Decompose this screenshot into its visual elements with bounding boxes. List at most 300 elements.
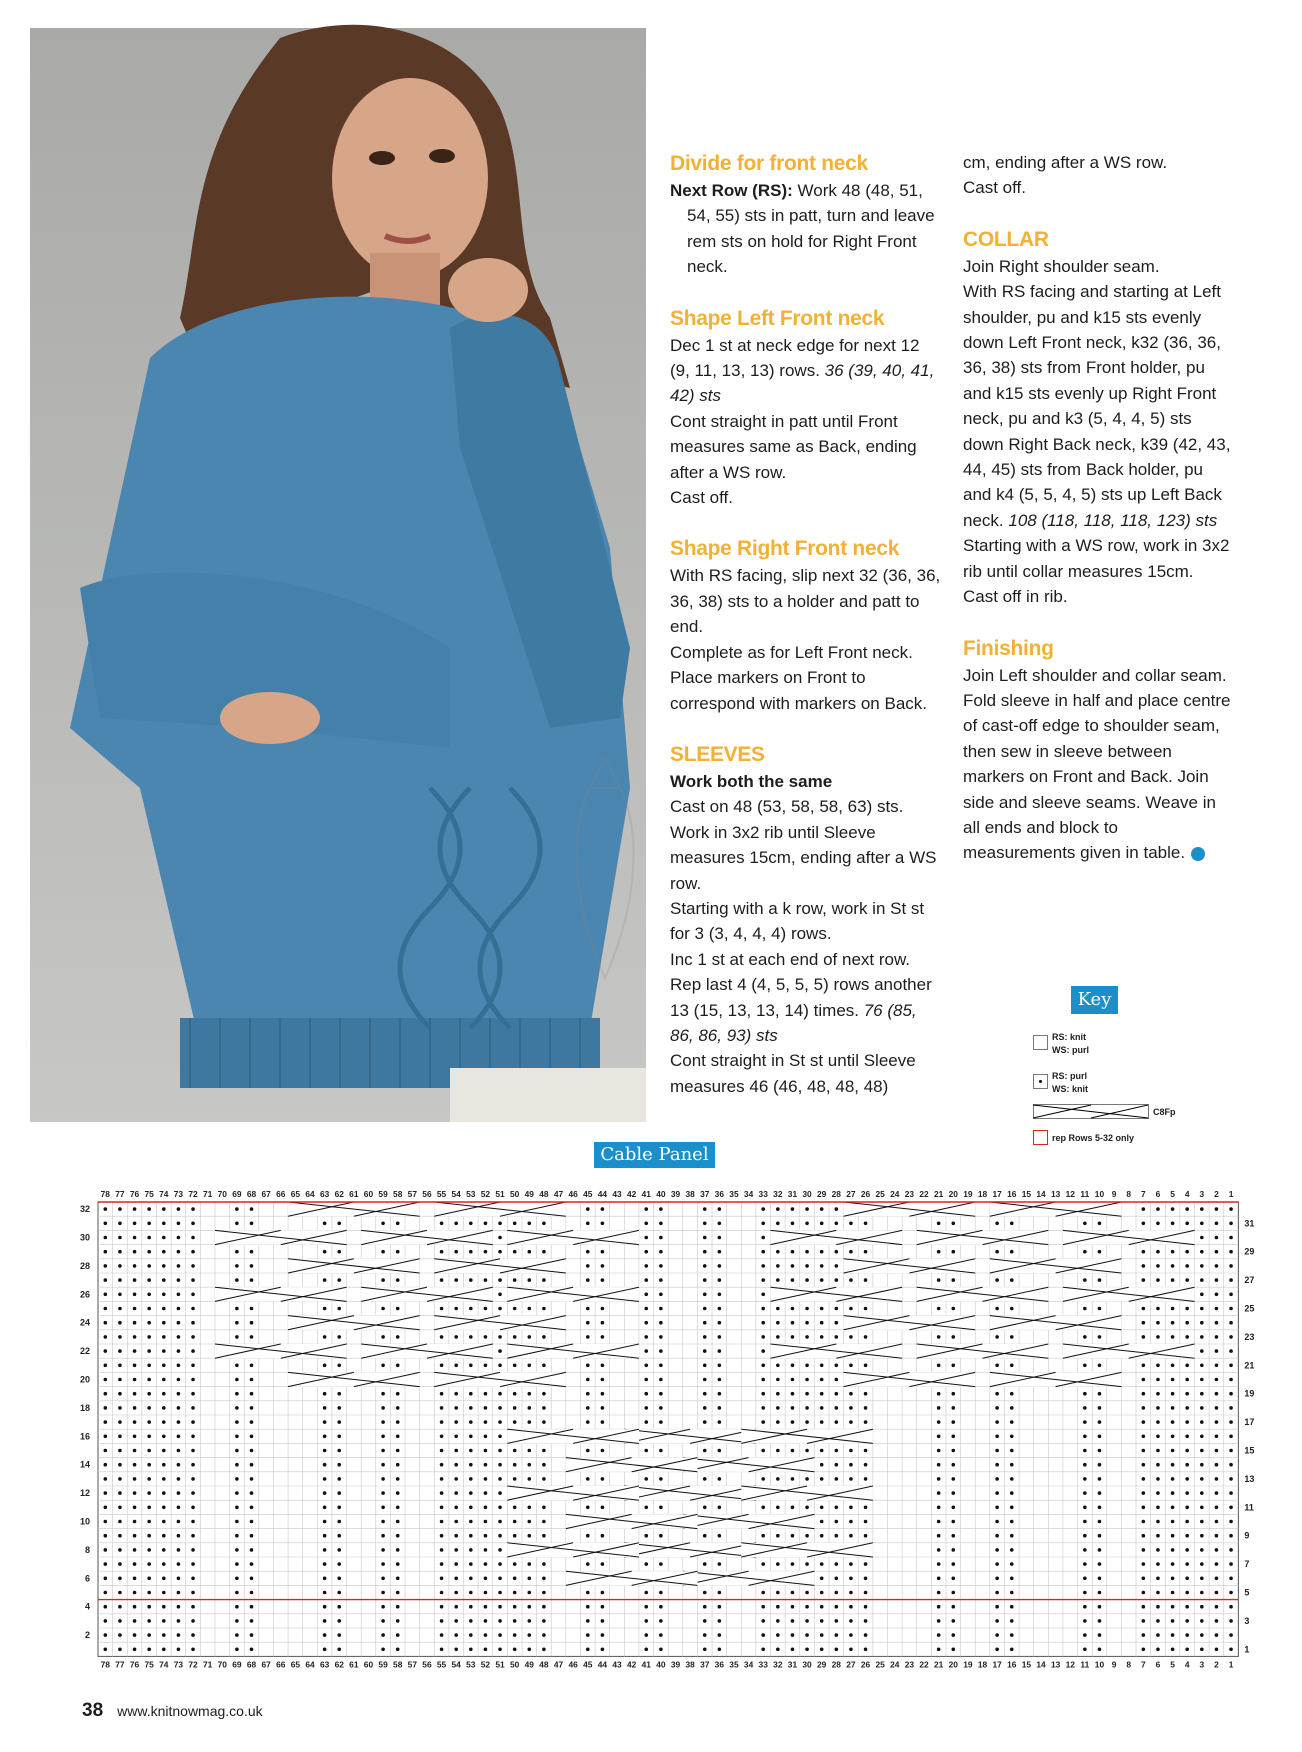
purl-dot (703, 1293, 707, 1297)
purl-dot (1215, 1335, 1219, 1339)
column-number-bottom: 26 (860, 1659, 871, 1670)
column-number-bottom: 60 (363, 1659, 374, 1670)
purl-dot (644, 1250, 648, 1254)
purl-dot (133, 1619, 137, 1623)
purl-dot (791, 1307, 795, 1311)
column-number-bottom: 9 (1111, 1659, 1117, 1670)
row-number-right: 27 (1244, 1275, 1255, 1286)
purl-dot (951, 1364, 955, 1368)
purl-dot (177, 1335, 181, 1339)
purl-dot (527, 1648, 531, 1652)
purl-dot (791, 1321, 795, 1325)
purl-dot (1171, 1463, 1175, 1467)
purl-dot (498, 1449, 502, 1453)
purl-dot (601, 1335, 605, 1339)
purl-dot (191, 1378, 195, 1382)
purl-dot (118, 1250, 122, 1254)
purl-dot (235, 1449, 239, 1453)
purl-dot (1098, 1605, 1102, 1609)
purl-dot (147, 1222, 151, 1226)
purl-dot (454, 1477, 458, 1481)
column-number-bottom: 11 (1080, 1659, 1090, 1670)
purl-dot (484, 1435, 488, 1439)
purl-dot (133, 1491, 137, 1495)
purl-dot (1215, 1619, 1219, 1623)
purl-dot (527, 1463, 531, 1467)
purl-dot (1142, 1477, 1146, 1481)
purl-dot (118, 1278, 122, 1282)
purl-dot (1229, 1335, 1233, 1339)
purl-dot (1185, 1207, 1189, 1211)
purl-dot (1215, 1293, 1219, 1297)
purl-dot (995, 1335, 999, 1339)
purl-dot (718, 1222, 722, 1226)
purl-dot (498, 1307, 502, 1311)
purl-dot (396, 1506, 400, 1510)
purl-dot (805, 1321, 809, 1325)
purl-dot (659, 1264, 663, 1268)
purl-dot (1156, 1619, 1160, 1623)
purl-dot (761, 1278, 765, 1282)
purl-dot (601, 1591, 605, 1595)
purl-dot (484, 1577, 488, 1581)
column-number-top: 19 (963, 1189, 973, 1199)
purl-dot (337, 1335, 341, 1339)
purl-dot (835, 1605, 839, 1609)
purl-dot (250, 1506, 254, 1510)
purl-dot (1229, 1534, 1233, 1538)
purl-dot (791, 1605, 795, 1609)
purl-dot (147, 1364, 151, 1368)
purl-dot (133, 1577, 137, 1581)
column-number-top: 42 (626, 1189, 637, 1199)
column-number-bottom: 61 (349, 1659, 359, 1670)
purl-dot (791, 1420, 795, 1424)
purl-dot (1142, 1222, 1146, 1226)
column-number-bottom: 36 (714, 1659, 725, 1670)
purl-dot (469, 1250, 473, 1254)
purl-dot (133, 1435, 137, 1439)
purl-dot (104, 1605, 108, 1609)
purl-dot (1171, 1477, 1175, 1481)
watermark-icon (570, 748, 640, 988)
purl-dot (323, 1577, 327, 1581)
purl-dot (235, 1264, 239, 1268)
column-number-top: 57 (407, 1189, 417, 1199)
purl-dot (1185, 1605, 1189, 1609)
purl-dot (191, 1236, 195, 1240)
purl-dot (805, 1420, 809, 1424)
purl-dot (133, 1477, 137, 1481)
purl-dot (1185, 1378, 1189, 1382)
purl-dot (864, 1506, 868, 1510)
purl-dot (1142, 1392, 1146, 1396)
row-number-right: 13 (1244, 1473, 1255, 1484)
purl-dot (864, 1420, 868, 1424)
purl-dot (937, 1477, 941, 1481)
purl-dot (147, 1293, 151, 1297)
purl-dot (1156, 1449, 1160, 1453)
purl-dot (1215, 1648, 1219, 1652)
purl-dot (951, 1449, 955, 1453)
column-number-top: 44 (597, 1189, 608, 1199)
purl-dot (513, 1562, 517, 1566)
purl-dot (1083, 1222, 1087, 1226)
purl-dot (1083, 1449, 1087, 1453)
column-number-bottom: 38 (685, 1659, 695, 1670)
purl-dot (1156, 1591, 1160, 1595)
purl-dot (104, 1648, 108, 1652)
column-number-top: 51 (495, 1189, 505, 1199)
purl-dot (1215, 1222, 1219, 1226)
purl-dot (323, 1477, 327, 1481)
column-number-bottom: 76 (129, 1659, 140, 1670)
purl-dot (703, 1406, 707, 1410)
purl-dot (820, 1520, 824, 1524)
purl-dot (1156, 1378, 1160, 1382)
purl-dot (469, 1463, 473, 1467)
purl-dot (1083, 1463, 1087, 1467)
purl-dot (761, 1236, 765, 1240)
purl-dot (381, 1392, 385, 1396)
purl-dot (396, 1463, 400, 1467)
purl-dot (937, 1435, 941, 1439)
purl-dot (235, 1207, 239, 1211)
column-number-top: 20 (948, 1189, 958, 1199)
collar-st-count: 108 (118, 118, 118, 123) sts (1008, 510, 1218, 530)
purl-dot (1083, 1491, 1087, 1495)
purl-dot (133, 1648, 137, 1652)
purl-dot (191, 1435, 195, 1439)
purl-dot (323, 1520, 327, 1524)
column-number-bottom: 31 (787, 1659, 798, 1670)
purl-dot (396, 1307, 400, 1311)
purl-dot (147, 1435, 151, 1439)
purl-dot (250, 1477, 254, 1481)
sleeves-st-count: 76 (85, 86, 86, 93) sts (670, 1000, 917, 1045)
sleeves-p4: Cont straight in St st until Sleeve measures 46 (46, 48, 48, 48) (670, 1051, 916, 1096)
purl-dot (644, 1264, 648, 1268)
purl-dot (1142, 1406, 1146, 1410)
purl-dot (337, 1278, 341, 1282)
purl-dot (250, 1548, 254, 1552)
purl-dot (469, 1619, 473, 1623)
purl-dot (703, 1222, 707, 1226)
purl-dot (323, 1534, 327, 1538)
purl-dot (542, 1619, 546, 1623)
purl-dot (1185, 1506, 1189, 1510)
purl-dot (454, 1506, 458, 1510)
purl-dot (805, 1605, 809, 1609)
purl-dot (1010, 1250, 1014, 1254)
purl-dot (601, 1633, 605, 1637)
purl-dot (761, 1477, 765, 1481)
purl-dot (1010, 1278, 1014, 1282)
purl-dot (177, 1293, 181, 1297)
collar-p3: Starting with a WS row, work in 3x2 rib until collar measures 15cm. (963, 536, 1230, 581)
purl-dot (1215, 1420, 1219, 1424)
purl-dot (718, 1264, 722, 1268)
purl-dot (1200, 1349, 1204, 1353)
purl-dot (864, 1449, 868, 1453)
purl-dot (951, 1577, 955, 1581)
page-footer (82, 1700, 263, 1722)
purl-dot (440, 1648, 444, 1652)
purl-dot (323, 1619, 327, 1623)
purl-dot (644, 1335, 648, 1339)
purl-dot (1083, 1548, 1087, 1552)
purl-dot (498, 1335, 502, 1339)
purl-dot (177, 1278, 181, 1282)
purl-dot (1185, 1364, 1189, 1368)
purl-dot (118, 1364, 122, 1368)
purl-dot (235, 1222, 239, 1226)
purl-dot (1229, 1278, 1233, 1282)
purl-dot (1200, 1207, 1204, 1211)
column-number-top: 16 (1007, 1189, 1017, 1199)
purl-dot (162, 1633, 166, 1637)
purl-dot (937, 1278, 941, 1282)
purl-dot (250, 1207, 254, 1211)
purl-dot (805, 1364, 809, 1368)
purl-dot (250, 1222, 254, 1226)
purl-dot (454, 1577, 458, 1581)
purl-dot (147, 1562, 151, 1566)
purl-dot (835, 1577, 839, 1581)
purl-dot (133, 1520, 137, 1524)
purl-dot (644, 1633, 648, 1637)
purl-dot (104, 1392, 108, 1396)
purl-dot (337, 1449, 341, 1453)
purl-dot (513, 1633, 517, 1637)
purl-dot (835, 1477, 839, 1481)
purl-dot (805, 1534, 809, 1538)
purl-dot (951, 1420, 955, 1424)
purl-dot (118, 1236, 122, 1240)
purl-dot (1010, 1420, 1014, 1424)
purl-dot (1098, 1335, 1102, 1339)
purl-dot (937, 1520, 941, 1524)
purl-dot (118, 1520, 122, 1524)
key-cable-label: C8Fp (1153, 1107, 1176, 1117)
purl-dot (1142, 1207, 1146, 1211)
purl-dot (1215, 1307, 1219, 1311)
purl-dot (440, 1577, 444, 1581)
row-number-right: 7 (1244, 1559, 1250, 1570)
purl-dot (937, 1307, 941, 1311)
purl-dot (659, 1605, 663, 1609)
purl-dot (1171, 1335, 1175, 1339)
purl-dot (323, 1307, 327, 1311)
purl-dot (864, 1307, 868, 1311)
purl-dot (644, 1605, 648, 1609)
purl-dot (1142, 1591, 1146, 1595)
purl-dot (250, 1378, 254, 1382)
purl-dot (864, 1633, 868, 1637)
purl-dot (586, 1648, 590, 1652)
purl-dot (1229, 1250, 1233, 1254)
purl-dot (527, 1562, 531, 1566)
purl-dot (820, 1278, 824, 1282)
purl-dot (396, 1364, 400, 1368)
purl-dot (1156, 1278, 1160, 1282)
purl-dot (644, 1293, 648, 1297)
column-number-bottom: 34 (743, 1659, 754, 1670)
purl-dot (835, 1648, 839, 1652)
purl-dot (791, 1335, 795, 1339)
purl-dot (469, 1335, 473, 1339)
row-number-right: 15 (1244, 1445, 1255, 1456)
purl-dot (1142, 1435, 1146, 1439)
purl-dot (191, 1364, 195, 1368)
purl-dot (1171, 1435, 1175, 1439)
purl-dot (718, 1349, 722, 1353)
purl-dot (1156, 1577, 1160, 1581)
row-number-left: 18 (79, 1402, 90, 1413)
purl-dot (191, 1321, 195, 1325)
purl-dot (820, 1534, 824, 1538)
purl-dot (177, 1577, 181, 1581)
column-number-bottom: 39 (670, 1659, 681, 1670)
purl-dot (381, 1463, 385, 1467)
purl-dot (469, 1435, 473, 1439)
purl-dot (659, 1562, 663, 1566)
purl-dot (118, 1392, 122, 1396)
purl-dot (469, 1392, 473, 1396)
column-number-bottom: 42 (626, 1659, 637, 1670)
purl-dot (1200, 1506, 1204, 1510)
purl-dot (937, 1491, 941, 1495)
purl-dot (498, 1463, 502, 1467)
purl-dot (147, 1321, 151, 1325)
column-number-top: 33 (758, 1189, 768, 1199)
column-number-bottom: 7 (1140, 1659, 1146, 1670)
purl-dot (323, 1633, 327, 1637)
purl-dot (1142, 1321, 1146, 1325)
purl-dot (133, 1534, 137, 1538)
column-number-bottom: 65 (290, 1659, 301, 1670)
purl-dot (147, 1520, 151, 1524)
purl-dot (849, 1648, 853, 1652)
purl-dot (133, 1222, 137, 1226)
purl-dot (484, 1648, 488, 1652)
purl-dot (162, 1250, 166, 1254)
purl-dot (703, 1321, 707, 1325)
purl-dot (805, 1378, 809, 1382)
purl-dot (1200, 1491, 1204, 1495)
column-number-top: 75 (144, 1189, 154, 1199)
purl-dot (703, 1335, 707, 1339)
column-number-bottom: 8 (1126, 1659, 1132, 1670)
purl-dot (191, 1477, 195, 1481)
purl-dot (454, 1449, 458, 1453)
purl-dot (513, 1222, 517, 1226)
purl-dot (498, 1562, 502, 1566)
purl-dot (644, 1222, 648, 1226)
purl-dot (820, 1335, 824, 1339)
purl-dot (1185, 1449, 1189, 1453)
purl-dot (776, 1506, 780, 1510)
purl-dot (1142, 1562, 1146, 1566)
purl-dot (849, 1605, 853, 1609)
purl-dot (1229, 1264, 1233, 1268)
column-number-top: 8 (1126, 1189, 1132, 1199)
purl-dot (118, 1420, 122, 1424)
purl-dot (1098, 1392, 1102, 1396)
purl-dot (1229, 1520, 1233, 1524)
column-number-bottom: 4 (1184, 1659, 1190, 1670)
row-number-left: 12 (79, 1488, 90, 1499)
purl-dot (849, 1463, 853, 1467)
row-number-left: 24 (79, 1317, 90, 1328)
purl-dot (1083, 1577, 1087, 1581)
purl-dot (440, 1534, 444, 1538)
column-number-bottom: 54 (451, 1659, 461, 1670)
purl-dot (337, 1392, 341, 1396)
purl-dot (162, 1591, 166, 1595)
purl-dot (396, 1648, 400, 1652)
purl-dot (250, 1435, 254, 1439)
purl-dot (323, 1491, 327, 1495)
purl-dot (1185, 1278, 1189, 1282)
purl-dot (147, 1619, 151, 1623)
purl-dot (484, 1392, 488, 1396)
purl-dot (1171, 1619, 1175, 1623)
purl-dot (805, 1562, 809, 1566)
purl-dot (776, 1648, 780, 1652)
purl-dot (995, 1222, 999, 1226)
purl-dot (995, 1250, 999, 1254)
row-number-right: 21 (1244, 1360, 1255, 1371)
purl-dot (542, 1335, 546, 1339)
purl-dot (454, 1278, 458, 1282)
purl-dot (937, 1506, 941, 1510)
purl-dot (250, 1307, 254, 1311)
purl-dot (133, 1278, 137, 1282)
purl-dot (703, 1562, 707, 1566)
purl-dot (951, 1250, 955, 1254)
purl-dot (820, 1364, 824, 1368)
purl-dot (118, 1619, 122, 1623)
purl-dot (440, 1278, 444, 1282)
purl-dot (381, 1477, 385, 1481)
purl-dot (820, 1619, 824, 1623)
purl-dot (1215, 1491, 1219, 1495)
purl-dot (995, 1435, 999, 1439)
purl-dot (498, 1633, 502, 1637)
purl-dot (337, 1591, 341, 1595)
purl-dot (805, 1591, 809, 1595)
purl-dot (805, 1406, 809, 1410)
purl-dot (1215, 1364, 1219, 1368)
purl-dot (761, 1349, 765, 1353)
purl-dot (118, 1406, 122, 1410)
purl-dot (104, 1477, 108, 1481)
row-number-right: 9 (1244, 1530, 1250, 1541)
purl-dot (1185, 1222, 1189, 1226)
purl-dot (1156, 1335, 1160, 1339)
purl-dot (805, 1449, 809, 1453)
purl-dot (586, 1250, 590, 1254)
row-number-right: 31 (1244, 1218, 1255, 1229)
column-number-top: 55 (436, 1189, 447, 1199)
purl-dot (586, 1264, 590, 1268)
purl-dot (1229, 1491, 1233, 1495)
purl-dot (718, 1321, 722, 1325)
purl-dot (776, 1449, 780, 1453)
left-front-p2: Cont straight in patt until Front measures same as Back, ending after a WS row. (670, 411, 917, 482)
purl-dot (1215, 1605, 1219, 1609)
